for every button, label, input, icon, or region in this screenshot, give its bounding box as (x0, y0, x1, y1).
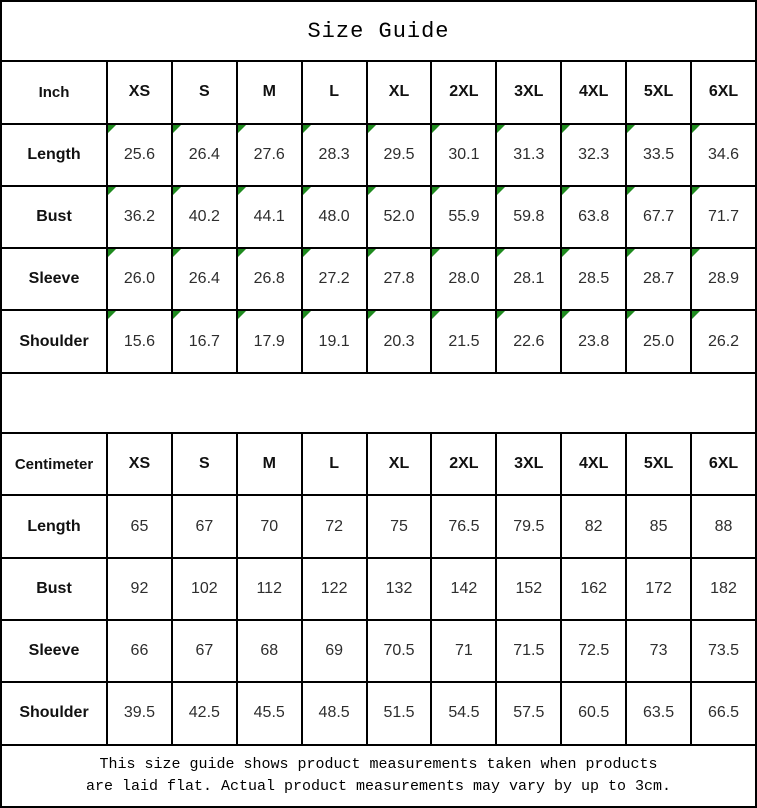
value-cell (691, 124, 756, 186)
value-cell (431, 124, 496, 186)
comment-marker-icon (692, 311, 700, 319)
value-cell (431, 495, 496, 557)
value-text: 85 (649, 517, 668, 535)
comment-marker-icon (562, 311, 570, 319)
measurement-row (1, 682, 756, 744)
value-text: 88 (714, 517, 733, 535)
comment-marker-icon (108, 311, 116, 319)
comment-marker-icon (562, 125, 570, 133)
value-text: 44.1 (253, 208, 285, 226)
value-text: 132 (385, 579, 413, 597)
size-header-cell: XL (367, 433, 432, 495)
value-text: 152 (515, 579, 543, 597)
comment-marker-icon (173, 125, 181, 133)
size-header-cell: S (172, 61, 237, 123)
unit-label-cell: Inch (1, 61, 107, 123)
value-text: 26.2 (707, 332, 740, 350)
value-text: 19.1 (318, 332, 350, 350)
value-cell (496, 682, 561, 744)
value-cell (107, 186, 172, 248)
size-header-cell: 5XL (626, 61, 691, 123)
value-text: 57.5 (513, 704, 545, 722)
comment-marker-icon (627, 249, 635, 257)
value-text: 55.9 (448, 208, 480, 226)
comment-marker-icon (173, 249, 181, 257)
value-cell (172, 495, 237, 557)
value-text: 21.5 (448, 332, 480, 350)
comment-marker-icon (432, 311, 440, 319)
comment-marker-icon (497, 311, 505, 319)
value-cell (237, 310, 302, 372)
size-header-cell: M (237, 61, 302, 123)
size-header-cell: S (172, 433, 237, 495)
value-cell (107, 620, 172, 682)
comment-marker-icon (173, 311, 181, 319)
value-text: 142 (450, 579, 478, 597)
value-text: 28.1 (513, 270, 545, 288)
value-cell (302, 682, 367, 744)
value-text: 31.3 (513, 145, 545, 163)
comment-marker-icon (238, 311, 246, 319)
value-cell (237, 186, 302, 248)
value-text: 32.3 (578, 145, 610, 163)
value-text: 67.7 (643, 208, 675, 226)
value-cell (367, 248, 432, 310)
value-text: 48.0 (318, 208, 350, 226)
value-text: 28.9 (707, 270, 740, 288)
value-text: 63.5 (643, 704, 675, 722)
value-cell (691, 682, 756, 744)
value-text: 182 (710, 579, 737, 597)
spacer-row (1, 373, 756, 433)
value-cell (302, 558, 367, 620)
value-cell (172, 248, 237, 310)
value-text: 76.5 (448, 517, 480, 535)
footer-row (1, 745, 756, 807)
value-text: 45.5 (253, 704, 285, 722)
size-header-row (1, 433, 756, 495)
value-text: 63.8 (578, 208, 610, 226)
value-cell (626, 248, 691, 310)
value-cell (431, 682, 496, 744)
value-text: 60.5 (578, 704, 610, 722)
value-text: 39.5 (123, 704, 156, 722)
size-header-cell: L (302, 61, 367, 123)
comment-marker-icon (238, 187, 246, 195)
value-cell (496, 186, 561, 248)
value-cell (302, 310, 367, 372)
value-text: 26.4 (188, 270, 220, 288)
value-cell (107, 124, 172, 186)
value-text: 162 (580, 579, 608, 597)
value-text: 27.2 (318, 270, 350, 288)
row-label-cell: Bust (1, 558, 107, 620)
value-text: 28.3 (318, 145, 350, 163)
value-cell (237, 682, 302, 744)
comment-marker-icon (562, 249, 570, 257)
value-text: 28.7 (643, 270, 675, 288)
footer-note-line1: This size guide shows product measurements taken when products (99, 756, 658, 774)
value-text: 75 (390, 517, 408, 535)
footer-note (1, 745, 756, 807)
value-cell (237, 248, 302, 310)
value-text: 27.6 (253, 145, 285, 163)
comment-marker-icon (562, 187, 570, 195)
value-cell (431, 620, 496, 682)
value-text: 26.0 (123, 270, 156, 288)
title-row (1, 1, 756, 61)
value-cell (367, 186, 432, 248)
value-text: 112 (256, 579, 282, 597)
value-cell (107, 248, 172, 310)
value-cell (561, 682, 626, 744)
value-text: 30.1 (448, 145, 480, 163)
value-cell (172, 124, 237, 186)
measurement-row (1, 558, 756, 620)
value-text: 23.8 (578, 332, 610, 350)
size-header-row (1, 61, 756, 123)
value-text: 59.8 (513, 208, 545, 226)
value-cell (367, 495, 432, 557)
value-cell (626, 620, 691, 682)
comment-marker-icon (303, 187, 311, 195)
value-text: 102 (190, 579, 218, 597)
value-cell (626, 558, 691, 620)
spacer-cell (1, 373, 756, 433)
value-text: 172 (645, 579, 672, 597)
comment-marker-icon (303, 125, 311, 133)
value-cell (367, 124, 432, 186)
value-cell (691, 310, 756, 372)
value-text: 72 (325, 517, 344, 535)
comment-marker-icon (432, 125, 440, 133)
comment-marker-icon (627, 187, 635, 195)
comment-marker-icon (627, 311, 635, 319)
value-text: 52.0 (383, 208, 415, 226)
value-cell (172, 558, 237, 620)
value-cell (561, 620, 626, 682)
comment-marker-icon (497, 187, 505, 195)
value-text: 79.5 (513, 517, 545, 535)
value-cell (302, 620, 367, 682)
value-text: 28.5 (578, 270, 610, 288)
value-cell (172, 186, 237, 248)
comment-marker-icon (108, 125, 116, 133)
value-cell (561, 124, 626, 186)
row-label-cell: Bust (1, 186, 107, 248)
value-text: 42.5 (188, 704, 220, 722)
value-cell (626, 310, 691, 372)
value-cell (302, 248, 367, 310)
size-header-cell: L (302, 433, 367, 495)
value-text: 71.7 (707, 208, 740, 226)
comment-marker-icon (173, 187, 181, 195)
value-text: 73 (649, 642, 668, 660)
size-header-cell: 3XL (496, 433, 561, 495)
value-cell (691, 248, 756, 310)
value-text: 73.5 (707, 642, 740, 660)
measurement-row (1, 495, 756, 557)
value-cell (626, 186, 691, 248)
value-cell (302, 124, 367, 186)
comment-marker-icon (368, 187, 376, 195)
value-cell (691, 620, 756, 682)
value-text: 26.8 (253, 270, 285, 288)
size-header-cell: 6XL (691, 61, 756, 123)
value-cell (302, 495, 367, 557)
measurement-row (1, 124, 756, 186)
value-cell (496, 310, 561, 372)
comment-marker-icon (368, 249, 376, 257)
value-cell (107, 558, 172, 620)
row-label-cell: Sleeve (1, 248, 107, 310)
value-cell (561, 186, 626, 248)
value-cell (691, 495, 756, 557)
value-cell (107, 310, 172, 372)
value-text: 66.5 (707, 704, 740, 722)
measurement-row (1, 620, 756, 682)
value-cell (302, 186, 367, 248)
value-text: 15.6 (123, 332, 156, 350)
value-text: 33.5 (643, 145, 675, 163)
value-cell (496, 558, 561, 620)
size-header-cell: 5XL (626, 433, 691, 495)
value-text: 17.9 (253, 332, 285, 350)
size-header-cell: 3XL (496, 61, 561, 123)
value-cell (237, 620, 302, 682)
comment-marker-icon (368, 125, 376, 133)
value-cell (367, 682, 432, 744)
size-header-cell: XL (367, 61, 432, 123)
value-cell (561, 310, 626, 372)
size-header-cell: 2XL (431, 61, 496, 123)
comment-marker-icon (497, 125, 505, 133)
size-header-cell: XS (107, 433, 172, 495)
value-cell (172, 682, 237, 744)
value-cell (431, 186, 496, 248)
value-text: 27.8 (383, 270, 415, 288)
size-header-cell: 4XL (561, 61, 626, 123)
comment-marker-icon (692, 125, 700, 133)
value-text: 67 (195, 517, 214, 535)
value-cell (237, 495, 302, 557)
value-text: 28.0 (448, 270, 480, 288)
value-text: 51.5 (383, 704, 415, 722)
value-cell (626, 124, 691, 186)
value-text: 72.5 (578, 642, 610, 660)
value-cell (496, 495, 561, 557)
value-text: 54.5 (448, 704, 480, 722)
value-text: 67 (195, 642, 214, 660)
comment-marker-icon (432, 187, 440, 195)
comment-marker-icon (303, 249, 311, 257)
value-cell (496, 620, 561, 682)
value-cell (237, 558, 302, 620)
value-text: 70.5 (383, 642, 415, 660)
value-cell (431, 310, 496, 372)
value-text: 71.5 (513, 642, 545, 660)
unit-label-cell: Centimeter (1, 433, 107, 495)
value-text: 25.6 (123, 145, 156, 163)
row-label-cell: Length (1, 495, 107, 557)
value-text: 66 (130, 642, 149, 660)
value-text: 40.2 (188, 208, 220, 226)
value-text: 82 (584, 517, 603, 535)
value-text: 36.2 (123, 208, 156, 226)
value-cell (107, 495, 172, 557)
size-header-cell: M (237, 433, 302, 495)
comment-marker-icon (368, 311, 376, 319)
size-header-cell: 4XL (561, 433, 626, 495)
value-cell (107, 682, 172, 744)
value-text: 70 (260, 517, 279, 535)
value-cell (496, 124, 561, 186)
value-cell (367, 558, 432, 620)
row-label-cell: Sleeve (1, 620, 107, 682)
comment-marker-icon (303, 311, 311, 319)
comment-marker-icon (238, 249, 246, 257)
value-text: 71 (455, 642, 473, 660)
value-cell (431, 558, 496, 620)
value-cell (626, 682, 691, 744)
comment-marker-icon (497, 249, 505, 257)
measurement-row (1, 186, 756, 248)
value-text: 26.4 (188, 145, 220, 163)
value-text: 122 (320, 579, 348, 597)
size-header-cell: 2XL (431, 433, 496, 495)
value-cell (431, 248, 496, 310)
row-label-cell: Length (1, 124, 107, 186)
value-cell (561, 558, 626, 620)
comment-marker-icon (692, 187, 700, 195)
footer-note-line2: are laid flat. Actual product measurements may vary by up to 3cm. (85, 777, 672, 795)
value-cell (626, 495, 691, 557)
value-text: 29.5 (383, 145, 415, 163)
value-text: 22.6 (513, 332, 545, 350)
comment-marker-icon (108, 249, 116, 257)
page-title: Size Guide (1, 1, 756, 61)
comment-marker-icon (432, 249, 440, 257)
value-text: 34.6 (707, 145, 740, 163)
value-text: 68 (260, 642, 279, 660)
value-cell (237, 124, 302, 186)
value-cell (691, 558, 756, 620)
comment-marker-icon (692, 249, 700, 257)
measurement-row (1, 310, 756, 372)
value-cell (367, 310, 432, 372)
comment-marker-icon (108, 187, 116, 195)
value-text: 20.3 (383, 332, 415, 350)
row-label-cell: Shoulder (1, 682, 107, 744)
value-cell (172, 620, 237, 682)
row-label-cell: Shoulder (1, 310, 107, 372)
measurement-row (1, 248, 756, 310)
value-text: 65 (130, 517, 149, 535)
value-cell (496, 248, 561, 310)
value-cell (367, 620, 432, 682)
value-text: 69 (325, 642, 344, 660)
value-text: 48.5 (318, 704, 350, 722)
value-cell (561, 495, 626, 557)
value-text: 25.0 (643, 332, 675, 350)
value-cell (691, 186, 756, 248)
size-header-cell: XS (107, 61, 172, 123)
value-text: 16.7 (188, 332, 220, 350)
value-cell (561, 248, 626, 310)
size-header-cell: 6XL (691, 433, 756, 495)
value-cell (172, 310, 237, 372)
comment-marker-icon (627, 125, 635, 133)
value-text: 92 (130, 579, 149, 597)
comment-marker-icon (238, 125, 246, 133)
